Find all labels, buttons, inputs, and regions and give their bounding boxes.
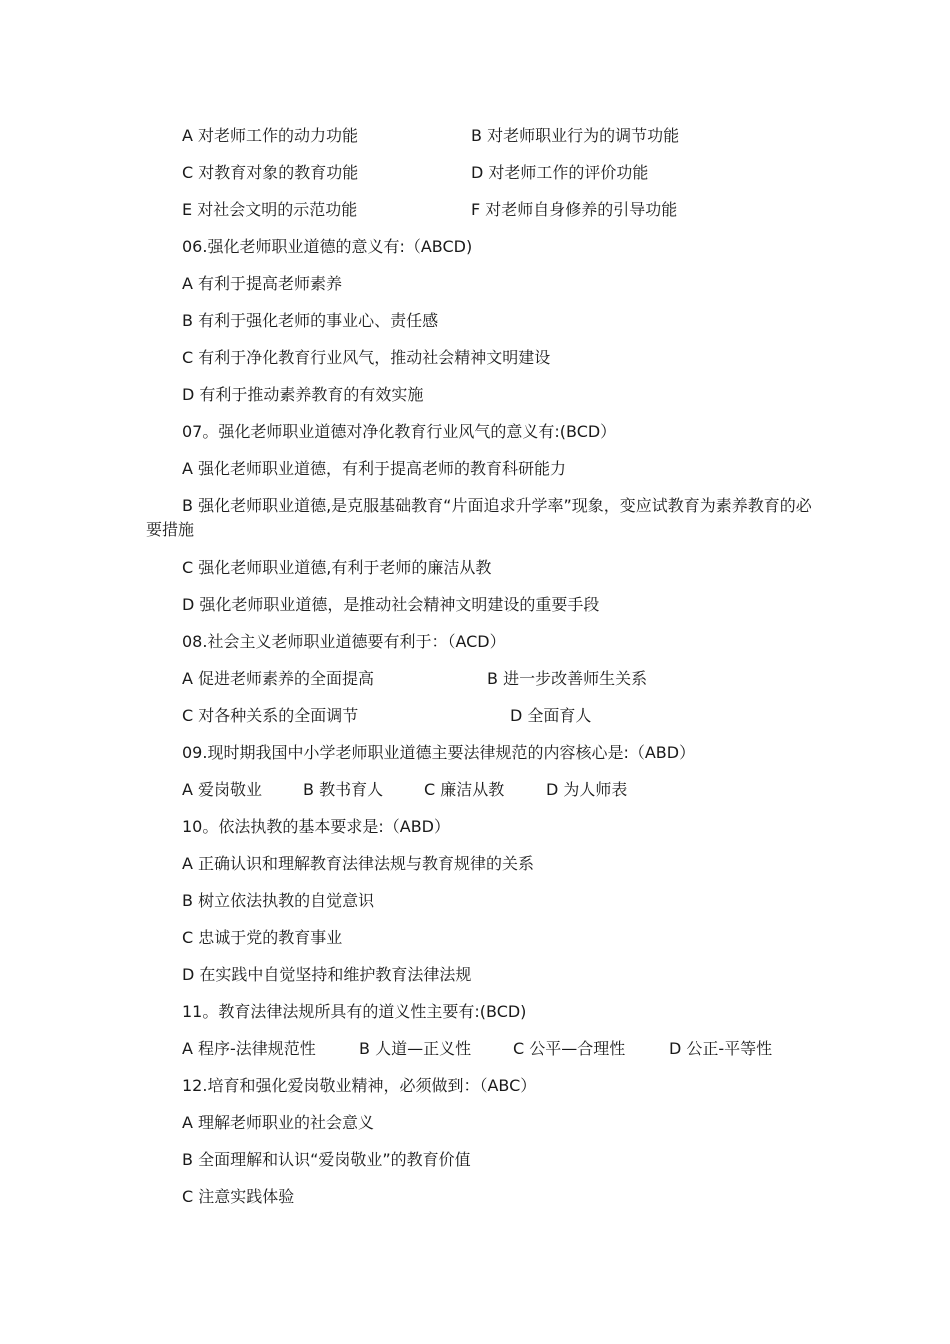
option-text: A 对老师工作的动力功能 [182, 126, 359, 145]
option-text: D 公正-平等性 [669, 1039, 773, 1058]
option-text: C 有利于净化教育行业风气，推动社会精神文明建设 [182, 348, 551, 367]
option-text: D 全面育人 [510, 706, 592, 725]
option-row [182, 199, 357, 221]
option-text: C 公平—合理性 [513, 1039, 626, 1058]
option-text: C 对教育对象的教育功能 [182, 163, 359, 182]
option-text: F 对老师自身修养的引导功能 [471, 200, 678, 219]
option-text: C 对各种关系的全面调节 [182, 706, 359, 725]
option-row [471, 199, 677, 221]
question-08: 08.社会主义老师职业道德要有利于：（ACD） [182, 632, 506, 651]
option-text: A 有利于提高老师素养 [182, 274, 343, 293]
option-text: A 理解老师职业的社会意义 [182, 1113, 375, 1132]
option-text: B 全面理解和认识“爱岗敬业”的教育价值 [182, 1150, 471, 1169]
option-text: C 忠诚于党的教育事业 [182, 928, 343, 947]
option-text: D 在实践中自觉坚持和维护教育法律法规 [182, 965, 472, 984]
option-text: B 人道—正义性 [359, 1039, 472, 1058]
option-text: C 廉洁从教 [424, 780, 505, 799]
question-06: 06.强化老师职业道德的意义有:（ABCD) [182, 237, 473, 256]
option-text: B 有利于强化老师的事业心、责任感 [182, 311, 439, 330]
option-text: D 为人师表 [546, 780, 628, 799]
option-text: A 强化老师职业道德，有利于提高老师的教育科研能力 [182, 459, 567, 478]
option-text: D 对老师工作的评价功能 [471, 163, 649, 182]
question-10: 10。依法执教的基本要求是:（ABD） [182, 817, 450, 836]
option-text: A 促进老师素养的全面提高 [182, 669, 375, 688]
option-row [182, 162, 358, 184]
option-text: B 树立依法执教的自觉意识 [182, 891, 375, 910]
option-row [471, 125, 679, 147]
option-text: B 教书育人 [303, 780, 384, 799]
option-text: B 对老师职业行为的调节功能 [471, 126, 680, 145]
question-11: 11。教育法律法规所具有的道义性主要有:(BCD) [182, 1002, 527, 1021]
option-text: D 有利于推动素养教育的有效实施 [182, 385, 424, 404]
option-text: B 进一步改善师生关系 [487, 669, 648, 688]
question-09: 09.现时期我国中小学老师职业道德主要法律规范的内容核心是:（ABD） [182, 743, 696, 762]
option-text: A 程序-法律规范性 [182, 1039, 316, 1058]
option-text: E 对社会文明的示范功能 [182, 200, 358, 219]
option-text: C 强化老师职业道德,有利于老师的廉洁从教 [182, 558, 492, 577]
option-row [471, 162, 648, 184]
option-paragraph: B 强化老师职业道德,是克服基础教育“片面追求升学率”现象，变应试教育为素养教育的必要措施 [146, 496, 812, 539]
option-text: D 强化老师职业道德，是推动社会精神文明建设的重要手段 [182, 595, 600, 614]
question-07: 07。强化老师职业道德对净化教育行业风气的意义有:(BCD） [182, 422, 617, 441]
option-text: C 注意实践体验 [182, 1187, 295, 1206]
option-row [182, 125, 358, 147]
option-text: A 爱岗敬业 [182, 780, 263, 799]
question-12: 12.培育和强化爱岗敬业精神，必须做到：（ABC） [182, 1076, 537, 1095]
option-text: A 正确认识和理解教育法律法规与教育规律的关系 [182, 854, 535, 873]
